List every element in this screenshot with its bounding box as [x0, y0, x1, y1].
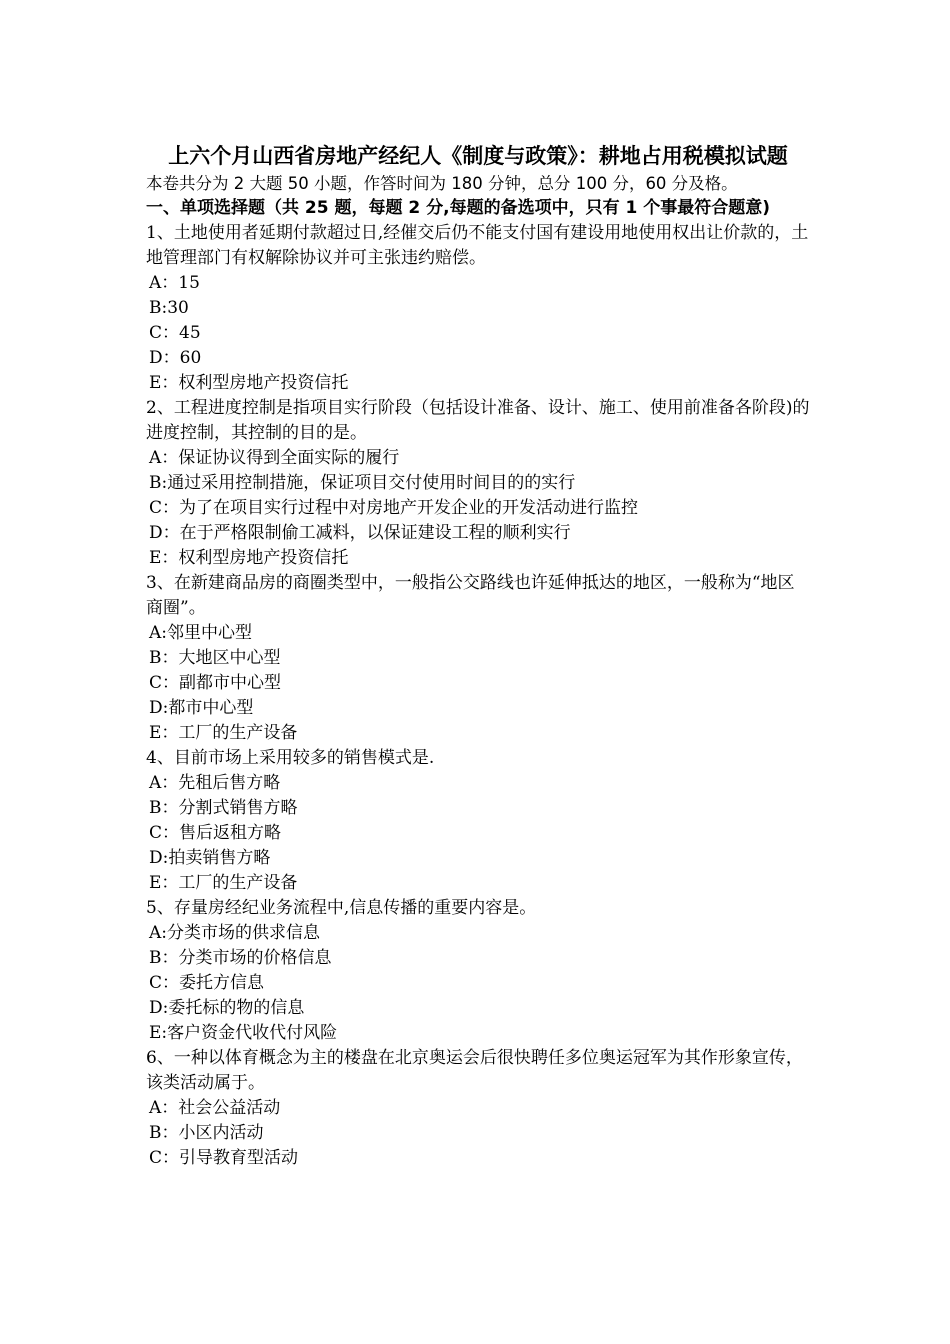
question-text: 4、目前市场上采用较多的销售模式是. [146, 748, 435, 768]
question-text: 2、工程进度控制是指项目实行阶段（包括设计准备、设计、施工、使用前准备各阶段)的进度控制，其控制的目的是。 [146, 398, 810, 443]
document-title: 上六个月山西省房地产经纪人《制度与政策》：耕地占用税模拟试题 [168, 144, 788, 168]
answer-option: A：保证协议得到全面实际的履行 [149, 448, 400, 468]
question-text: 1、土地使用者延期付款超过日,经催交后仍不能支付国有建设用地使用权出让价款的，土地管理部门有权解除协议并可主张违约赔偿。 [146, 223, 809, 268]
answer-option: B：分割式销售方略 [149, 798, 298, 818]
answer-option: A：社会公益活动 [149, 1098, 281, 1118]
answer-option: D:委托标的物的信息 [149, 998, 305, 1018]
answer-option: C：副都市中心型 [149, 673, 282, 693]
question-text: 3、在新建商品房的商圈类型中，一般指公交路线也许延伸抵达的地区，一般称为“地区商圈”。 [146, 573, 795, 618]
answer-option: E：工厂的生产设备 [149, 873, 298, 893]
question-list [146, 221, 810, 1171]
answer-option: A：15 [149, 273, 200, 293]
answer-option: D：在于严格限制偷工减料，以保证建设工程的顺利实行 [149, 523, 571, 543]
answer-option: C：售后返租方略 [149, 823, 282, 843]
document-body [146, 143, 810, 1171]
question-block [146, 396, 810, 571]
question-block [146, 896, 810, 1046]
answer-option: B:30 [149, 298, 189, 318]
answer-option: E：权利型房地产投资信托 [149, 373, 349, 393]
answer-option: A:分类市场的供求信息 [149, 923, 321, 943]
answer-option: E:客户资金代收代付风险 [149, 1023, 338, 1043]
question-block [146, 746, 810, 896]
answer-option: E：权利型房地产投资信托 [149, 548, 349, 568]
answer-option: A：先租后售方略 [149, 773, 281, 793]
answer-option: C：为了在项目实行过程中对房地产开发企业的开发活动进行监控 [149, 498, 639, 518]
answer-option: C：委托方信息 [149, 973, 265, 993]
answer-option: D:拍卖销售方略 [149, 848, 271, 868]
answer-option: B：小区内活动 [149, 1123, 264, 1143]
question-block [146, 571, 810, 746]
question-text: 6、一种以体育概念为主的楼盘在北京奥运会后很快聘任多位奥运冠军为其作形象宣传，该类活动属于。 [146, 1048, 803, 1093]
answer-option: B：大地区中心型 [149, 648, 281, 668]
question-text: 5、存量房经纪业务流程中,信息传播的重要内容是。 [146, 898, 537, 918]
question-block [146, 221, 810, 396]
answer-option: B：分类市场的价格信息 [149, 948, 332, 968]
answer-option: A:邻里中心型 [149, 623, 253, 643]
answer-option: B:通过采用控制措施，保证项目交付使用时间目的的实行 [149, 473, 576, 493]
answer-option: C：引导教育型活动 [149, 1148, 299, 1168]
exam-intro: 本卷共分为 2 大题 50 小题，作答时间为 180 分钟，总分 100 分，60 分及格。 [146, 174, 738, 193]
section-heading: 一、单项选择题（共 25 题，每题 2 分,每题的备选项中，只有 1 个事最符合题意) [146, 198, 771, 218]
answer-option: D：60 [149, 348, 202, 368]
answer-option: E：工厂的生产设备 [149, 723, 298, 743]
question-block [146, 1046, 810, 1171]
answer-option: C：45 [149, 323, 201, 343]
answer-option: D:都市中心型 [149, 698, 254, 718]
